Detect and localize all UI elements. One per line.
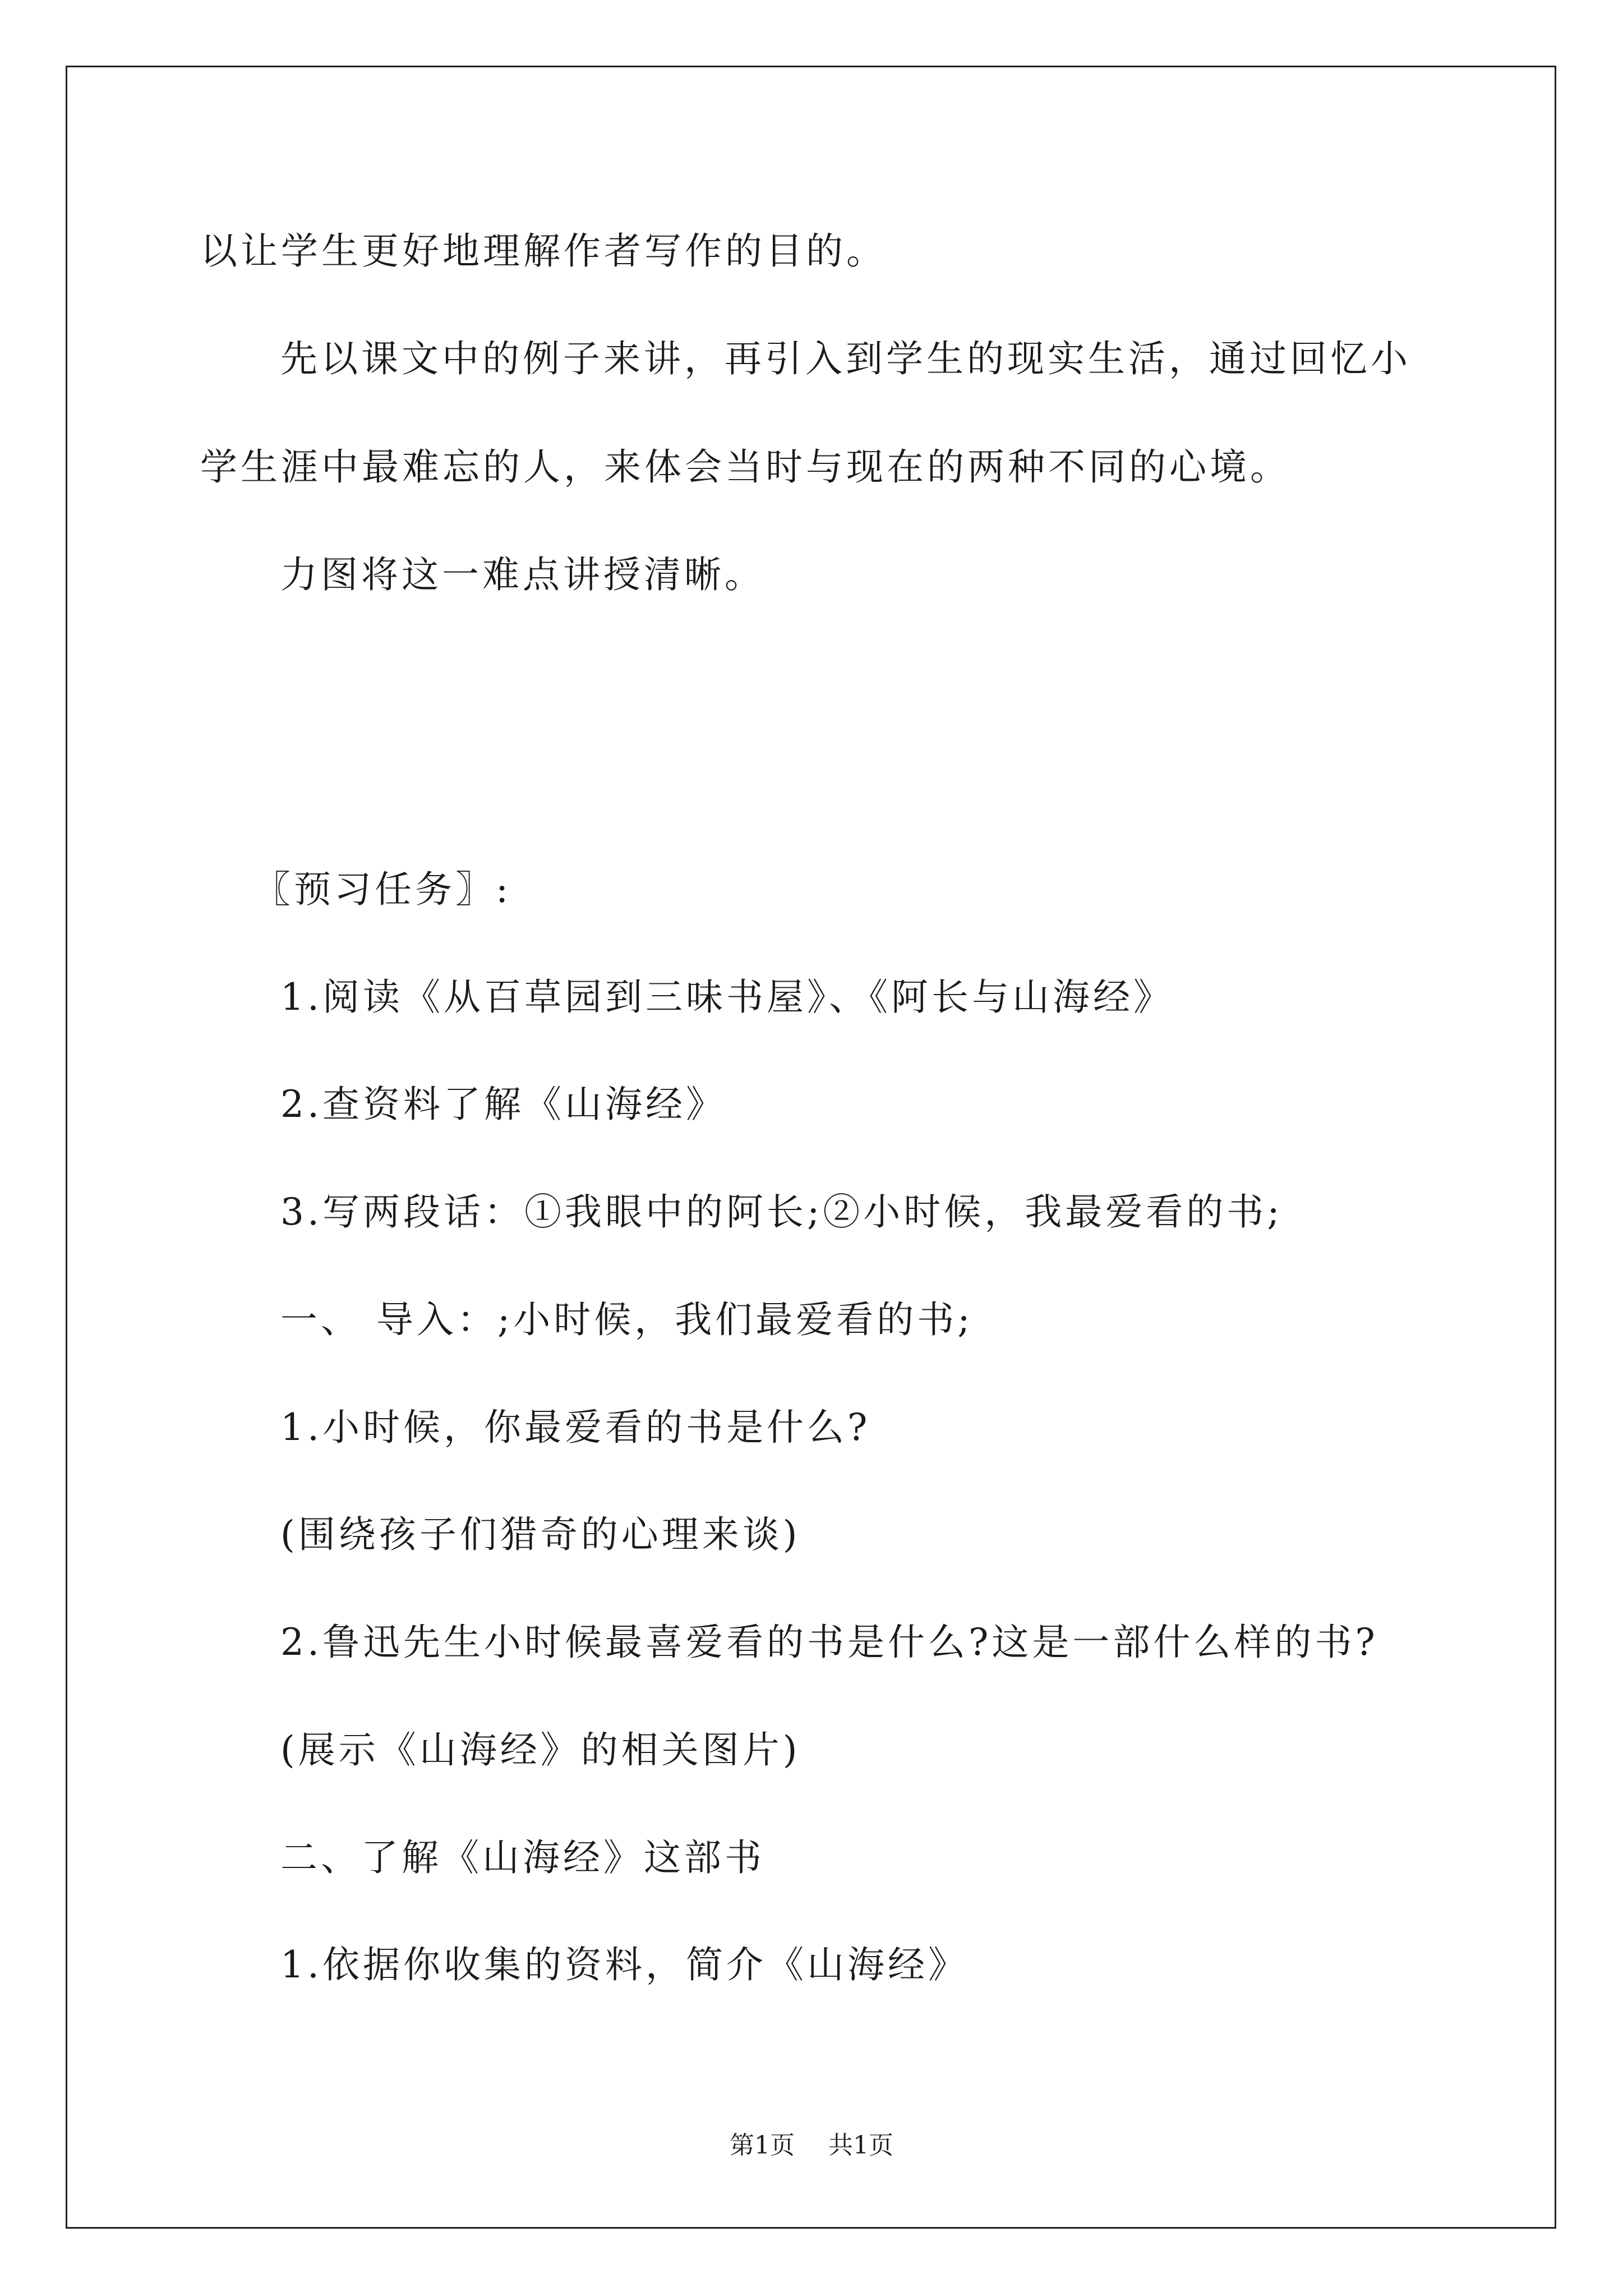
page-footer: [0, 2133, 1623, 2158]
section-heading: 二、了解《山海经》这部书: [280, 1836, 765, 1879]
page-total: 共1页: [828, 2131, 893, 2160]
list-item: 1.阅读《从百草园到三味书屋》、《阿长与山海经》: [280, 976, 1174, 1019]
list-item: 1.小时候，你最爱看的书是什么?: [280, 1406, 871, 1449]
list-item: 3.写两段话：①我眼中的阿长;②小时候，我最爱看的书;: [280, 1190, 1283, 1234]
paragraph-line: 力图将这一难点讲授清晰。: [280, 553, 765, 596]
paragraph-line: 先以课文中的例子来讲，再引入到学生的现实生活，通过回忆小: [280, 337, 1411, 380]
list-item: 1.依据你收集的资料，简介《山海经》: [280, 1943, 969, 1986]
paragraph-line: 以让学生更好地理解作者写作的目的。: [200, 229, 887, 273]
section-heading: 一、 导入：;小时候，我们最爱看的书;: [280, 1298, 974, 1341]
section-heading: 〖预习任务〗:: [253, 868, 512, 911]
list-item: 2.鲁迅先生小时候最喜爱看的书是什么?这是一部什么样的书?: [280, 1621, 1378, 1664]
paragraph-line: 学生涯中最难忘的人，来体会当时与现在的两种不同的心境。: [200, 445, 1290, 489]
note-line: (围绕孩子们猎奇的心理来谈): [280, 1513, 801, 1556]
page-number: 第1页: [730, 2131, 795, 2160]
list-item: 2.查资料了解《山海经》: [280, 1083, 726, 1126]
page-border: [66, 66, 1556, 2229]
note-line: (展示《山海经》的相关图片): [280, 1728, 801, 1772]
